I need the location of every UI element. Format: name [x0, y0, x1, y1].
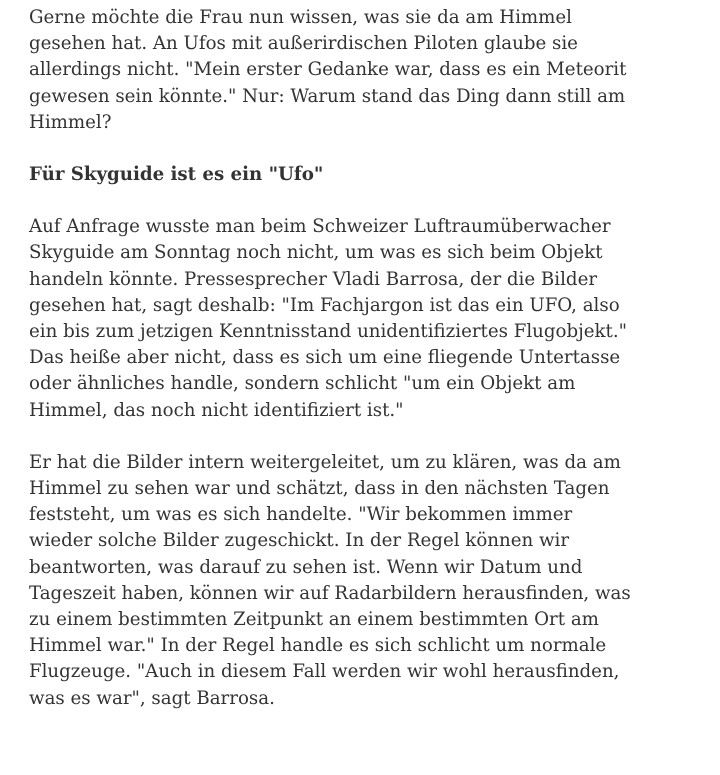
- text-line: wieder solche Bilder zugeschickt. In der Regel können wir: [29, 530, 570, 552]
- paragraph-1: [29, 5, 709, 136]
- text-line: Himmel zu sehen war und schätzt, dass in den nächsten Tagen: [29, 478, 610, 500]
- text-line: Skyguide am Sonntag noch nicht, um was es sich beim Objekt: [29, 242, 603, 264]
- text-line: Himmel war." In der Regel handle es sich schlicht um normale: [29, 635, 607, 657]
- text-line: gesehen hat, sagt deshalb: "Im Fachjargon ist das ein UFO, also: [29, 294, 620, 316]
- text-line: oder ähnliches handle, sondern schlicht "um ein Objekt am: [29, 373, 576, 395]
- text-line: beantworten, was darauf zu sehen ist. Wenn wir Datum und: [29, 556, 583, 578]
- paragraph-2: [29, 214, 709, 424]
- text-line: Tageszeit haben, können wir auf Radarbildern herausfinden, was: [29, 582, 631, 604]
- text-line: handeln könnte. Pressesprecher Vladi Barrosa, der die Bilder: [29, 268, 598, 290]
- text-line: Auf Anfrage wusste man beim Schweizer Luftraumüberwacher: [29, 216, 611, 238]
- text-line: Er hat die Bilder intern weitergeleitet, um zu klären, was da am: [29, 451, 621, 473]
- article-body: [29, 5, 709, 738]
- text-line: Flugzeuge. "Auch in diesem Fall werden wir wohl herausfinden,: [29, 661, 620, 683]
- section-heading: Für Skyguide ist es ein "Ufo": [29, 164, 324, 186]
- text-line: Das heiße aber nicht, dass es sich um eine fliegende Untertasse: [29, 347, 621, 369]
- text-line: gesehen hat. An Ufos mit außerirdischen Piloten glaube sie: [29, 33, 578, 55]
- text-line: Himmel, das noch nicht identifiziert ist.": [29, 399, 404, 421]
- text-line: zu einem bestimmten Zeitpunkt an einem bestimmten Ort am: [29, 609, 599, 631]
- paragraph-3: [29, 450, 709, 712]
- text-line: gewesen sein könnte." Nur: Warum stand das Ding dann still am: [29, 85, 626, 107]
- text-line: Gerne möchte die Frau nun wissen, was sie da am Himmel: [29, 7, 572, 28]
- text-line: ein bis zum jetzigen Kenntnisstand unidentifiziertes Flugobjekt.": [29, 321, 627, 343]
- text-line: allerdings nicht. "Mein erster Gedanke war, dass es ein Meteorit: [29, 59, 627, 81]
- text-line: was es war", sagt Barrosa.: [29, 687, 275, 709]
- text-line: Himmel?: [29, 111, 112, 133]
- text-line: feststeht, um was es sich handelte. "Wir bekommen immer: [29, 504, 573, 526]
